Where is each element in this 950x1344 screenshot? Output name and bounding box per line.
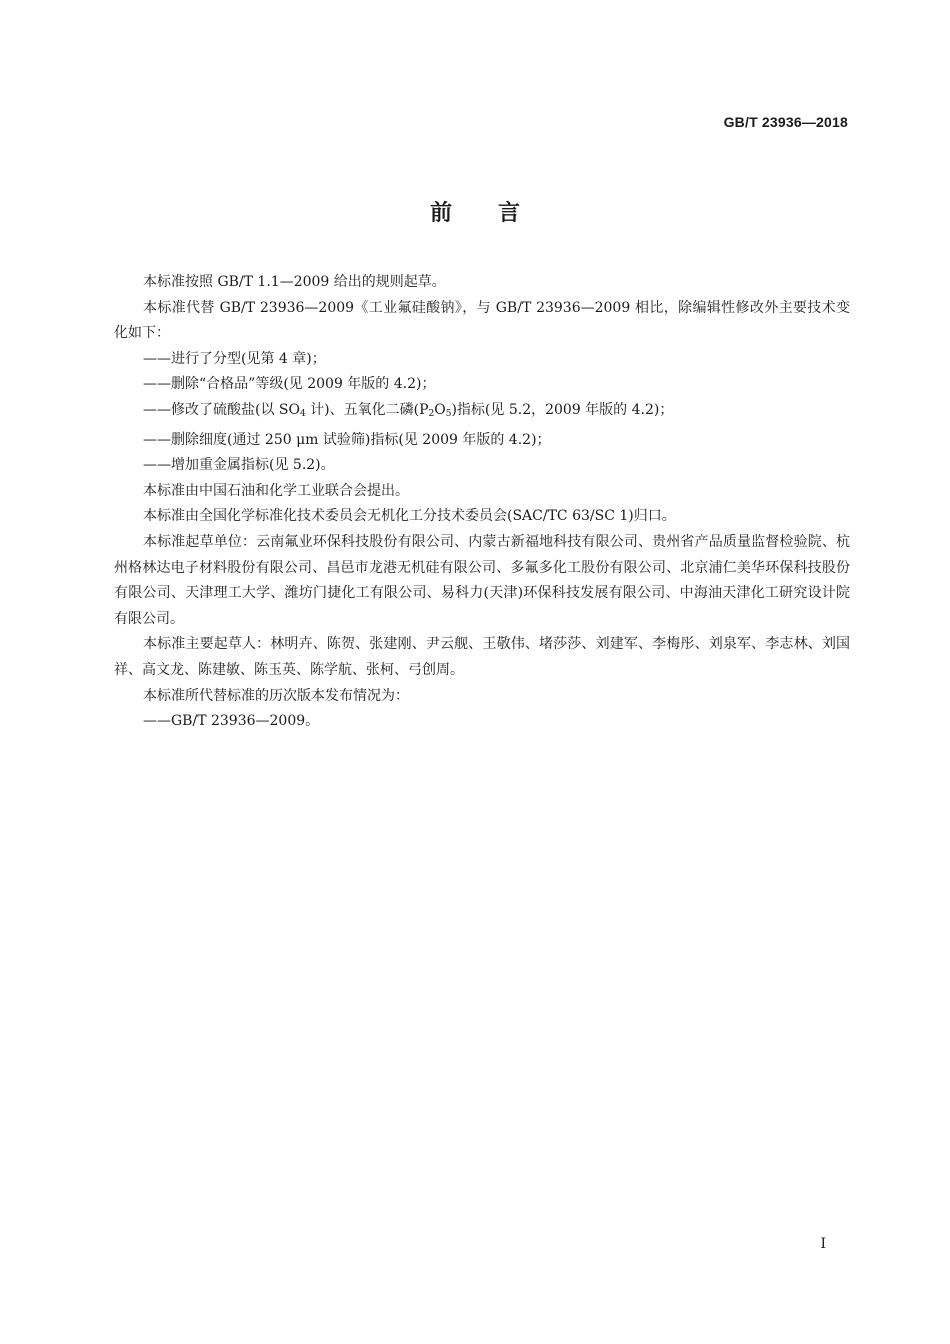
standard-code: GB/T 23936—2018 <box>723 114 848 130</box>
paragraph-replacement: 本标准代替 GB/T 23936—2009《工业氟硅酸钠》，与 GB/T 23936—2009 相比，除编辑性修改外主要技术变化如下： <box>114 299 850 342</box>
paragraph-administered-by: 本标准由全国化学标准化技术委员会无机化工分技术委员会(SAC/TC 63/SC 1)归口。 <box>143 508 676 525</box>
page-number: I <box>820 1236 826 1252</box>
page-title <box>0 196 950 227</box>
title-char-1: 前 <box>429 201 452 226</box>
paragraph-drafting-units: 本标准起草单位：云南氟业环保科技股份有限公司、内蒙古新福地科技有限公司、贵州省产品质量监督检验院、杭州格林达电子材料股份有限公司、昌邑市龙港无机硅有限公司、多氟多化工股份有限公司、北京浦仁美华环保科技股份有限公司、天津理工大学、潍坊门捷化工有限公司、易科力(天津)环保科技发展有限公司、中海油天津化工研究设计院有限公司。 <box>114 533 850 627</box>
change-item-heavy-metals: ——增加重金属指标(见 5.2)。 <box>143 457 335 474</box>
subscript-4: 4 <box>299 408 306 419</box>
change-item-sulfate-text-d: )指标(见 5.2，2009 年版的 4.2)； <box>451 401 674 418</box>
change-item-sulfate-text-b: 计)、五氧化二磷(P <box>305 401 429 418</box>
change-item-sulfate <box>114 398 850 428</box>
title-char-2: 言 <box>498 201 521 226</box>
previous-edition-item: ——GB/T 23936—2009。 <box>143 713 320 730</box>
paragraph-proposed-by: 本标准由中国石油和化学工业联合会提出。 <box>143 482 409 499</box>
change-item-fineness: ——删除细度(通过 250 μm 试验筛)指标(见 2009 年版的 4.2)； <box>143 431 551 448</box>
subscript-5: 5 <box>445 408 452 419</box>
paragraph-previous-editions: 本标准所代替标准的历次版本发布情况为： <box>143 687 409 704</box>
paragraph-drafters: 本标准主要起草人：林明卉、陈贺、张建刚、尹云舰、王敬伟、堵莎莎、刘建军、李梅彤、刘泉军、李志林、刘国祥、高文龙、陈建敏、陈玉英、陈学航、张柯、弓创周。 <box>114 636 850 678</box>
paragraph-drafting-rules: 本标准按照 GB/T 1.1—2009 给出的规则起草。 <box>143 274 446 290</box>
subscript-2: 2 <box>428 408 435 419</box>
change-item-typing: ——进行了分型(见第 4 章)； <box>143 350 326 367</box>
change-item-grade: ——删除“合格品”等级(见 2009 年版的 4.2)； <box>143 376 436 393</box>
change-item-sulfate-text-c: O <box>434 401 446 418</box>
foreword-body <box>114 270 850 735</box>
change-item-sulfate-text-a: ——修改了硫酸盐(以 SO <box>143 401 300 418</box>
